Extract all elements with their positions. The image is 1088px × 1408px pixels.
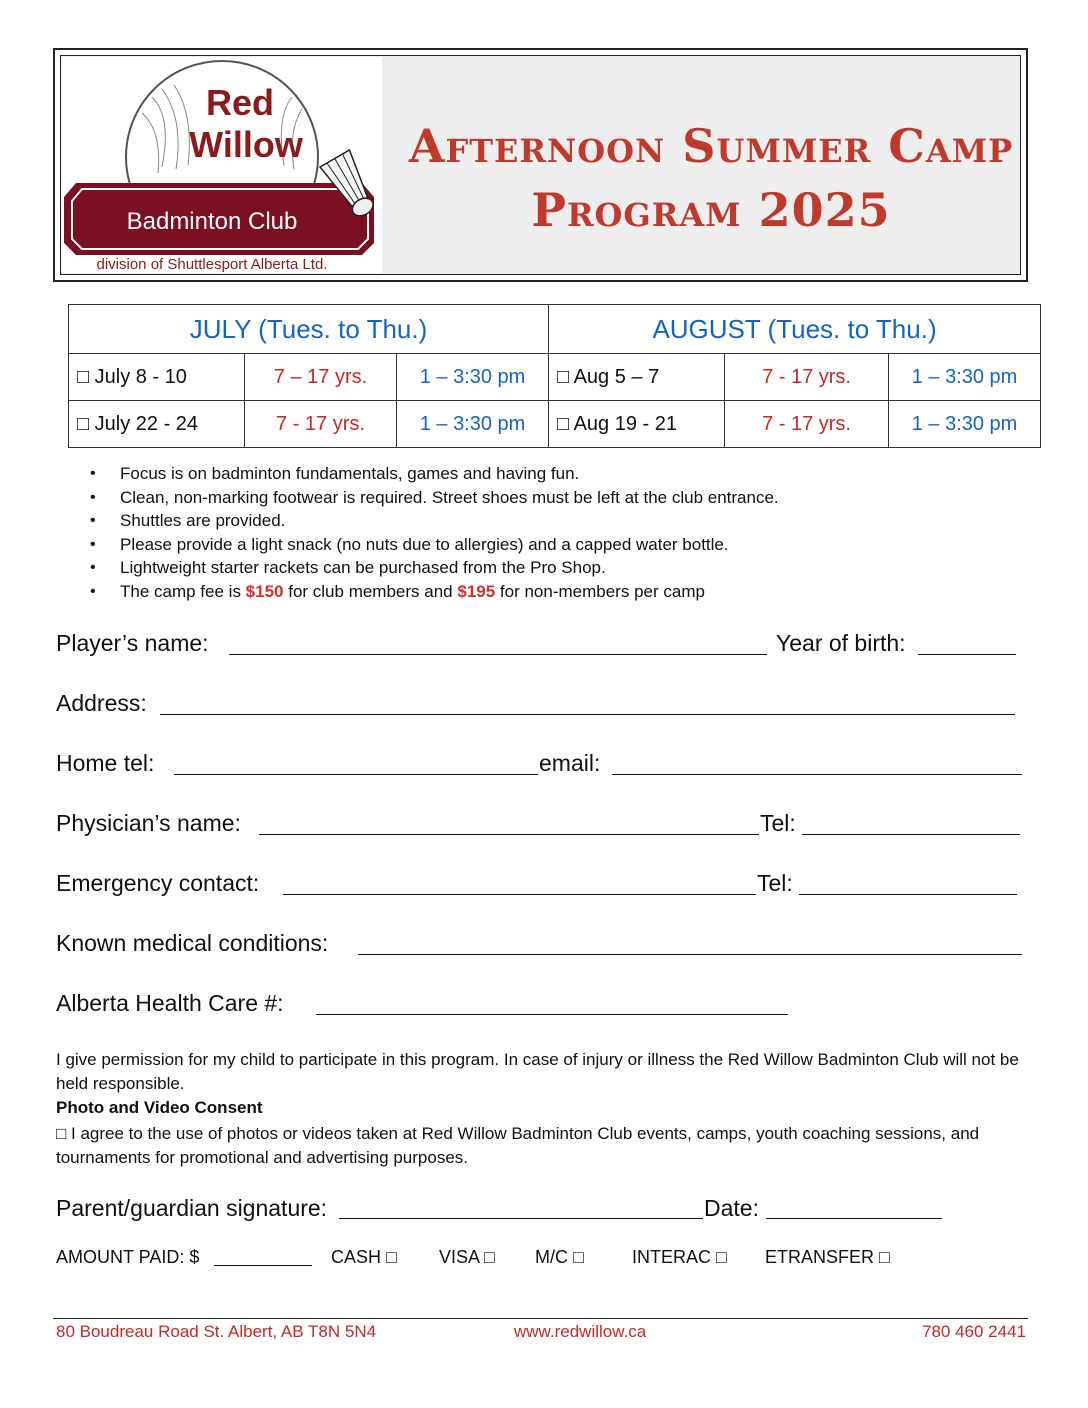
- list-item: • Please provide a light snack (no nuts due to allergies) and a capped water bottle.: [90, 533, 990, 557]
- address-field[interactable]: [160, 714, 1015, 715]
- list-item: • Clean, non-marking footwear is required. Street shoes must be left at the club entrance.: [90, 486, 990, 510]
- list-item: • Shuttles are provided.: [90, 509, 990, 533]
- july-session-2-checkbox[interactable]: □ July 22 - 24: [69, 401, 245, 448]
- august-session-1-checkbox[interactable]: □ Aug 5 – 7: [549, 354, 725, 401]
- consent-heading: Photo and Video Consent: [56, 1098, 263, 1117]
- email-label: email:: [539, 750, 601, 776]
- july-session-2-age: 7 - 17 yrs.: [245, 401, 397, 448]
- schedule-table: [68, 304, 1041, 448]
- signature-field[interactable]: [339, 1218, 703, 1219]
- schedule-header-row: [69, 305, 1041, 354]
- date-field[interactable]: [766, 1218, 942, 1219]
- visa-checkbox[interactable]: VISA □: [439, 1247, 495, 1267]
- table-row: [69, 401, 1041, 448]
- footer-divider: [53, 1318, 1028, 1319]
- fee-text-mid: for club members and: [283, 581, 458, 601]
- july-session-2-time: 1 – 3:30 pm: [397, 401, 549, 448]
- address-label: Address:: [56, 690, 147, 716]
- physician-name-label: Physician’s name:: [56, 810, 241, 836]
- nonmember-fee: $195: [457, 581, 496, 601]
- fee-text-post: for non-members per camp: [495, 581, 705, 601]
- logo-division: division of Shuttlesport Alberta Ltd.: [96, 256, 328, 273]
- emergency-contact-label: Emergency contact:: [56, 870, 260, 896]
- list-item: • Focus is on badminton fundamentals, games and having fun.: [90, 462, 990, 486]
- date-label: Date:: [704, 1195, 759, 1221]
- list-item: • Lightweight starter rackets can be purchased from the Pro Shop.: [90, 556, 990, 580]
- player-name-field[interactable]: [229, 654, 767, 655]
- august-session-2-time: 1 – 3:30 pm: [889, 401, 1041, 448]
- page-title: [391, 114, 1031, 242]
- august-session-1-age: 7 - 17 yrs.: [725, 354, 889, 401]
- august-session-2-age: 7 - 17 yrs.: [725, 401, 889, 448]
- july-session-1-age: 7 – 17 yrs.: [245, 354, 397, 401]
- footer: [56, 1322, 1026, 1348]
- signature-label: Parent/guardian signature:: [56, 1195, 328, 1221]
- logo-club-name: Badminton Club: [126, 208, 298, 235]
- logo-word-willow: Willow: [189, 124, 303, 165]
- cash-checkbox[interactable]: CASH □: [331, 1247, 397, 1267]
- title-line-2: Program 2025: [531, 183, 891, 237]
- health-care-label: Alberta Health Care #:: [56, 990, 284, 1016]
- header-inner-frame: [60, 55, 1021, 275]
- logo-word-red: Red: [205, 82, 275, 123]
- email-field[interactable]: [612, 774, 1022, 775]
- amount-paid-field[interactable]: [214, 1265, 312, 1266]
- july-header: JULY (Tues. to Thu.): [69, 305, 549, 354]
- july-session-1-time: 1 – 3:30 pm: [397, 354, 549, 401]
- august-header: AUGUST (Tues. to Thu.): [549, 305, 1041, 354]
- footer-phone: 780 460 2441: [922, 1322, 1026, 1341]
- consent-checkbox[interactable]: □ I agree to the use of photos or videos taken at Red Willow Badminton Club events, camps, youth coaching sessions, and tournaments for promotional and advertising purposes.: [56, 1124, 980, 1167]
- year-of-birth-label: Year of birth:: [776, 630, 906, 656]
- logo-graphic: [62, 57, 382, 273]
- physician-name-field[interactable]: [259, 834, 759, 835]
- physician-tel-label: Tel:: [760, 810, 796, 836]
- emergency-tel-label: Tel:: [757, 870, 793, 896]
- home-tel-label: Home tel:: [56, 750, 155, 776]
- medical-conditions-label: Known medical conditions:: [56, 930, 329, 956]
- august-session-2-checkbox[interactable]: □ Aug 19 - 21: [549, 401, 725, 448]
- header-box: [53, 48, 1028, 282]
- camp-info-list: [90, 462, 990, 604]
- fee-text-pre: The camp fee is: [120, 581, 246, 601]
- july-session-1-checkbox[interactable]: □ July 8 - 10: [69, 354, 245, 401]
- interac-checkbox[interactable]: INTERAC □: [632, 1247, 727, 1267]
- payment-row: [56, 1247, 1036, 1273]
- medical-conditions-field[interactable]: [358, 954, 1022, 955]
- list-item-fee: [90, 580, 990, 604]
- emergency-contact-field[interactable]: [283, 894, 756, 895]
- amount-paid-label: AMOUNT PAID: $: [56, 1247, 200, 1267]
- august-session-1-time: 1 – 3:30 pm: [889, 354, 1041, 401]
- physician-tel-field[interactable]: [802, 834, 1020, 835]
- red-willow-logo: [62, 57, 382, 273]
- footer-website-link[interactable]: www.redwillow.ca: [514, 1322, 647, 1341]
- member-fee: $150: [245, 581, 284, 601]
- etransfer-checkbox[interactable]: ETRANSFER □: [765, 1247, 890, 1267]
- year-of-birth-field[interactable]: [918, 654, 1016, 655]
- emergency-tel-field[interactable]: [799, 894, 1017, 895]
- permission-statement: I give permission for my child to participate in this program. In case of injury or illness the Red Willow Badminton Club will not be held responsible.: [56, 1050, 1019, 1093]
- mc-checkbox[interactable]: M/C □: [535, 1247, 584, 1267]
- health-care-field[interactable]: [316, 1014, 788, 1015]
- player-name-label: Player’s name:: [56, 630, 209, 656]
- title-line-1: Afternoon Summer Camp: [408, 119, 1014, 173]
- footer-address: 80 Boudreau Road St. Albert, AB T8N 5N4: [56, 1322, 377, 1341]
- table-row: [69, 354, 1041, 401]
- home-tel-field[interactable]: [174, 774, 538, 775]
